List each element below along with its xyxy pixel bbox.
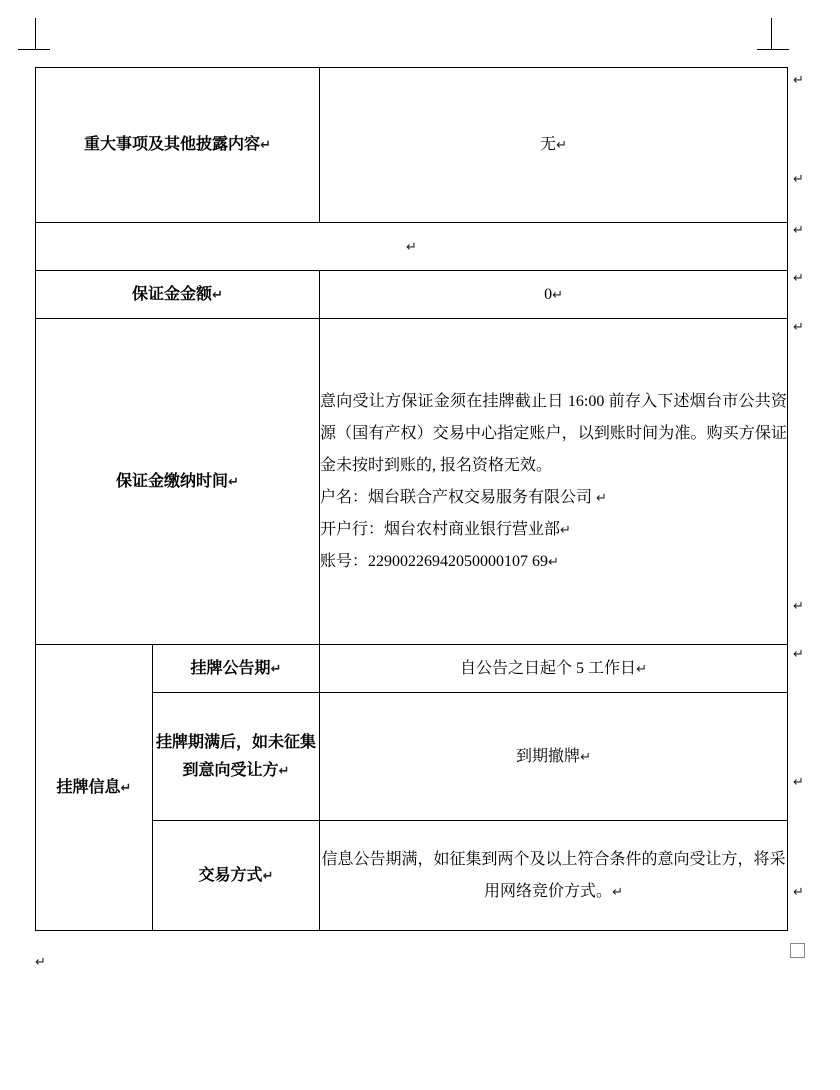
row-value-deposit-time — [320, 319, 788, 645]
pilcrow-icon: ↵ — [636, 661, 647, 677]
row-value-trade-method — [320, 821, 788, 931]
return-mark-icon: ↵ — [793, 647, 804, 662]
deposit-paragraph-4: 账号：22900226942050000107 69↵ — [320, 552, 559, 570]
empty-row-cell — [36, 223, 788, 271]
row-value-text: 0 — [544, 285, 553, 303]
row-label-deposit-time — [36, 319, 320, 645]
pilcrow-icon: ↵ — [560, 522, 571, 538]
crop-mark-top-right-vertical — [771, 18, 772, 50]
crop-mark-top-left-horizontal — [18, 49, 50, 50]
return-mark-icon: ↵ — [793, 320, 804, 335]
pilcrow-icon: ↵ — [228, 474, 239, 490]
table-row — [36, 68, 788, 223]
row-value-text: 到期撤牌 — [516, 747, 581, 765]
pilcrow-icon: ↵ — [548, 554, 559, 570]
row-value-text: 无 — [540, 136, 557, 154]
return-mark-icon: ↵ — [793, 223, 804, 238]
page-end-marker — [790, 943, 805, 958]
return-mark-icon: ↵ — [793, 775, 804, 790]
deposit-paragraph-3: 开户行：烟台农村商业银行营业部↵ — [320, 520, 571, 538]
pilcrow-icon: ↵ — [212, 287, 223, 303]
row-label-text: 挂牌期满后，如未征集到意向受让方 — [156, 734, 317, 779]
pilcrow-icon: ↵ — [120, 780, 132, 796]
pilcrow-icon: ↵ — [612, 884, 623, 900]
row-label-major-matters — [36, 68, 320, 223]
pilcrow-icon: ↵ — [278, 763, 290, 779]
pilcrow-icon: ↵ — [596, 490, 607, 506]
return-mark-icon: ↵ — [793, 271, 804, 286]
row-label-text: 挂牌公告期 — [190, 659, 271, 677]
row-label-text: 挂牌信息 — [56, 778, 121, 796]
document-page — [35, 67, 787, 931]
pilcrow-icon: ↵ — [406, 239, 417, 255]
return-mark-icon: ↵ — [793, 599, 804, 614]
deposit-paragraph-2: 户名：烟台联合产权交易服务有限公司 ↵ — [320, 488, 607, 506]
pilcrow-icon: ↵ — [580, 749, 591, 765]
row-value-no-transferee — [320, 693, 788, 821]
row-value-major-matters — [320, 68, 788, 223]
row-label-text: 重大事项及其他披露内容 — [84, 136, 261, 154]
document-end-pilcrow: ↵ — [35, 955, 46, 970]
pilcrow-icon: ↵ — [552, 287, 563, 303]
return-mark-icon: ↵ — [793, 73, 804, 88]
row-label-text: 保证金金额 — [132, 285, 213, 303]
crop-mark-top-right-horizontal — [757, 49, 789, 50]
row-label-listing-info — [36, 645, 153, 931]
row-value-deposit-amount — [320, 271, 788, 319]
pilcrow-icon: ↵ — [260, 138, 271, 154]
table-row-empty — [36, 223, 788, 271]
pilcrow-icon: ↵ — [556, 138, 567, 154]
crop-mark-top-left-vertical — [35, 18, 36, 50]
pilcrow-icon: ↵ — [270, 661, 282, 677]
row-label-no-transferee — [153, 693, 320, 821]
row-value-text: 自公告之日起个 5 工作日 — [460, 659, 637, 677]
deposit-paragraph-1: 意向受让方保证金须在挂牌截止日 16:00 前存入下述烟台市公共资源（国有产权）交易中心指定账户，以到账时间为准。购买方保证金未按时到账的, 报名资格无效。 — [320, 392, 788, 474]
pilcrow-icon: ↵ — [262, 868, 274, 884]
return-mark-icon: ↵ — [793, 172, 804, 187]
return-mark-icon: ↵ — [793, 885, 804, 900]
table-row — [36, 319, 788, 645]
row-label-text: 交易方式 — [198, 866, 263, 884]
row-label-deposit-amount — [36, 271, 320, 319]
row-label-text: 保证金缴纳时间 — [116, 472, 229, 490]
row-value-listing-period — [320, 645, 788, 693]
table-row — [36, 271, 788, 319]
row-label-trade-method — [153, 821, 320, 931]
disclosure-table — [35, 67, 788, 931]
row-value-text: 信息公告期满，如征集到两个及以上符合条件的意向受让方，将采用网络竞价方式。 — [321, 850, 786, 900]
row-label-listing-period — [153, 645, 320, 693]
table-row — [36, 645, 788, 693]
